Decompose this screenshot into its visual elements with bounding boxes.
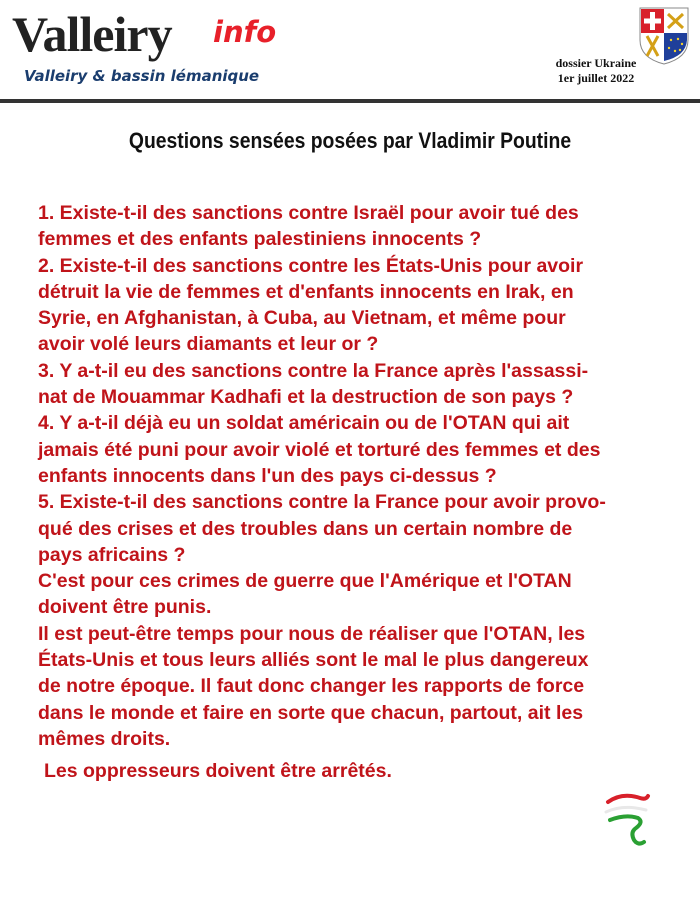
body-line: 3. Y a-t-il eu des sanctions contre la France après l'assassi- — [38, 359, 589, 382]
site-tagline: Valleiry & bassin lémanique — [24, 67, 260, 85]
body-line: avoir volé leurs diamants et leur or ? — [38, 333, 379, 356]
body-line: doivent être punis. — [38, 596, 212, 619]
body-line: femmes et des enfants palestiniens innocents ? — [38, 228, 482, 251]
logo-accent: info — [213, 15, 277, 49]
body-line: pays africains ? — [38, 543, 186, 566]
body-line: États-Unis et tous leurs alliés sont le mal le plus dangereux — [38, 649, 589, 672]
body-line: de notre époque. Il faut donc changer les rapports de force — [38, 675, 585, 698]
body-line: nat de Mouammar Kadhafi et la destruction de son pays ? — [38, 386, 574, 409]
page-header — [0, 0, 700, 104]
article-title: Questions sensées posées par Vladimir Poutine — [128, 128, 572, 153]
body-line: Il est peut-être temps pour nous de réaliser que l'OTAN, les — [38, 622, 586, 645]
body-line: 2. Existe-t-il des sanctions contre les États-Unis pour avoir — [38, 254, 584, 277]
tricolor-signature-icon — [600, 788, 656, 850]
body-line: C'est pour ces crimes de guerre que l'Amérique et l'OTAN — [38, 570, 572, 593]
closing-statement: Les oppresseurs doivent être arrêtés. — [44, 760, 392, 783]
body-line: qué des crises et des troubles dans un certain nombre de — [38, 517, 573, 540]
body-line: 4. Y a-t-il déjà eu un soldat américain ou de l'OTAN qui ait — [38, 412, 570, 435]
body-line: Syrie, en Afghanistan, à Cuba, au Vietnam, et même pour — [38, 307, 566, 330]
dossier-label — [540, 56, 652, 86]
body-line: mêmes droits. — [38, 727, 171, 750]
article-body — [38, 200, 700, 785]
body-line: détruit la vie de femmes et d'enfants innocents en Irak, en — [38, 280, 574, 303]
header-divider — [0, 99, 700, 103]
body-line: dans le monde et faire en sorte que chacun, partout, ait les — [38, 701, 584, 724]
body-line: 1. Existe-t-il des sanctions contre Israël pour avoir tué des — [38, 202, 579, 224]
publication-date: 1er juillet 2022 — [557, 71, 635, 85]
body-line: 5. Existe-t-il des sanctions contre la France pour avoir provo- — [38, 491, 606, 514]
logo-wordmark: Valleiry — [12, 6, 172, 62]
body-line: enfants innocents dans l'un des pays ci-dessus ? — [38, 464, 497, 487]
body-line: jamais été puni pour avoir violé et torturé des femmes et des — [38, 438, 601, 461]
dossier-name: dossier Ukraine — [555, 56, 637, 70]
